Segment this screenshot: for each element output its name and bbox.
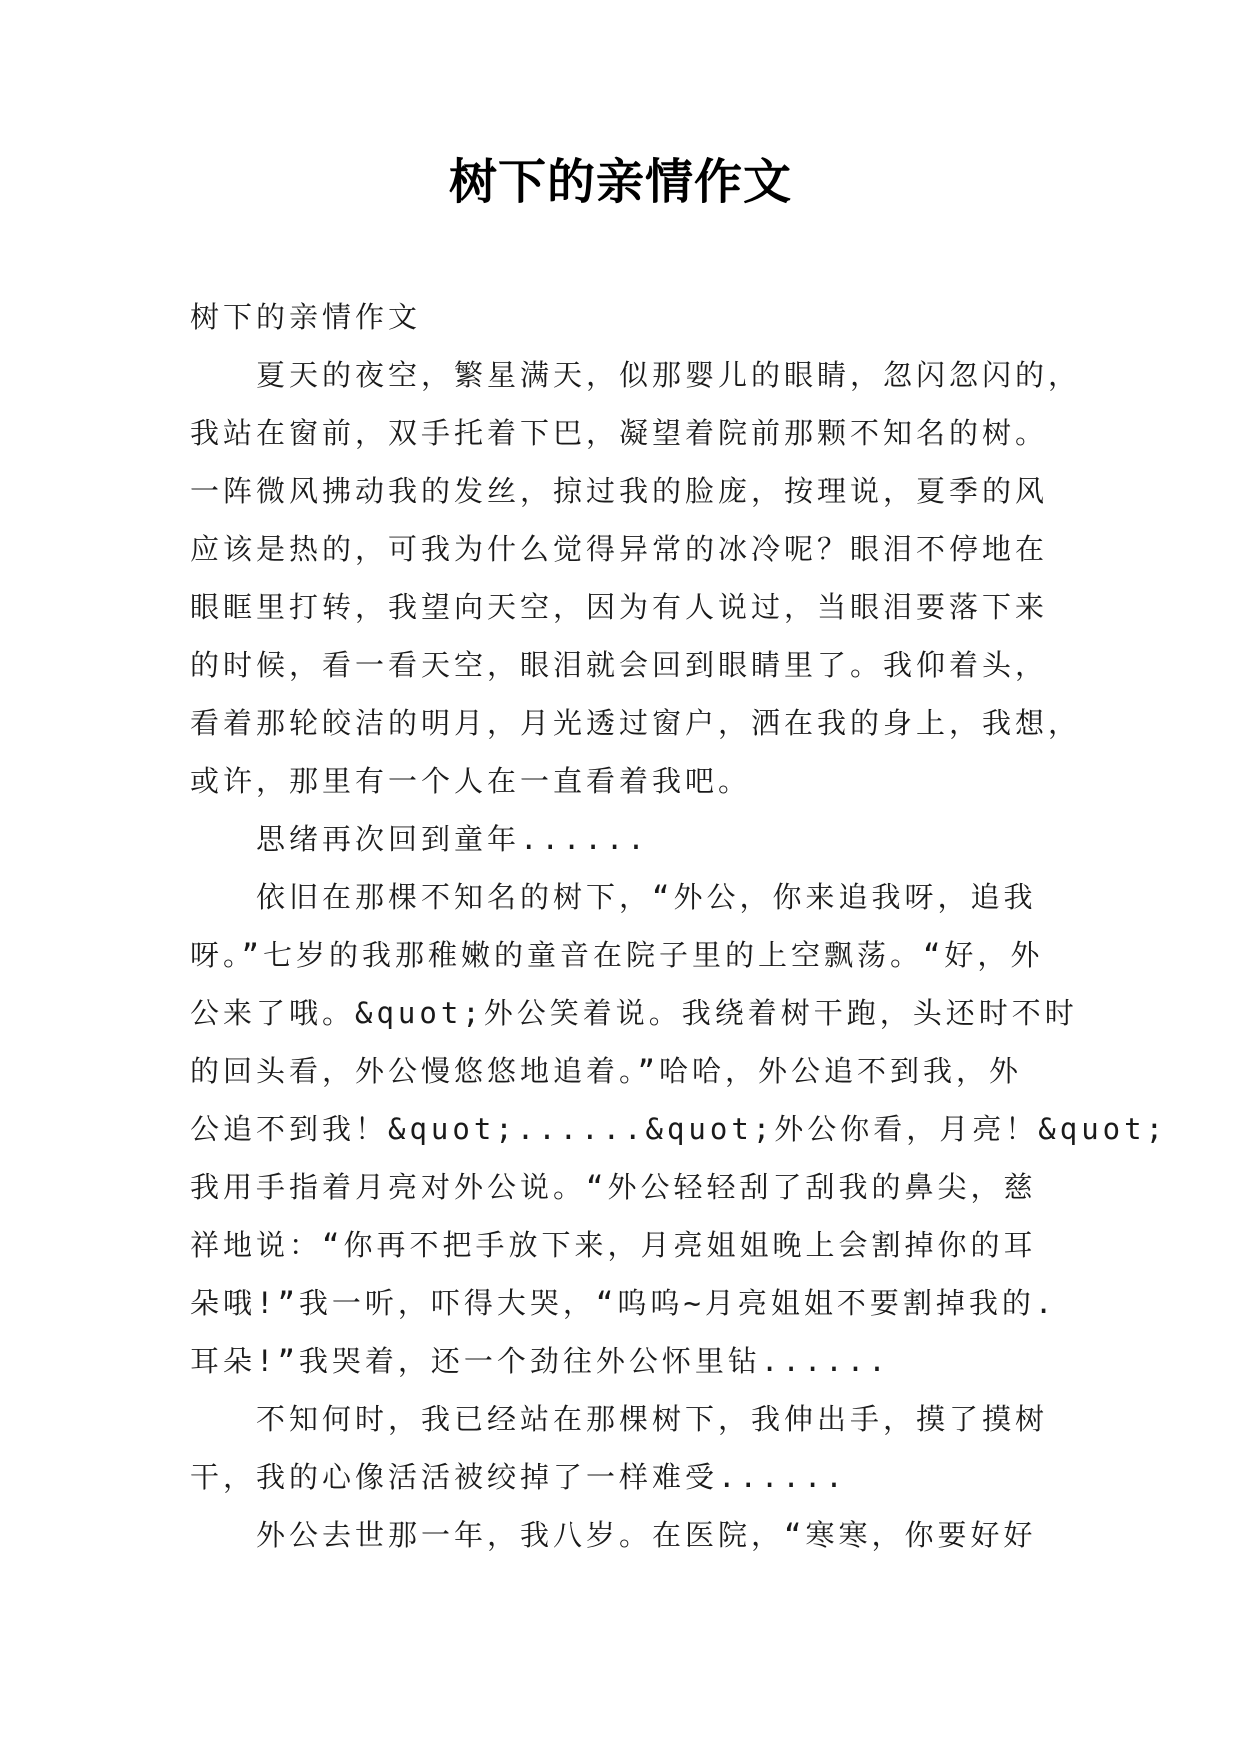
text-line: 干，我的心像活活被绞掉了一样难受...... <box>190 1460 847 1494</box>
text-line: 看着那轮皎洁的明月，月光透过窗户，洒在我的身上，我想， <box>190 706 1082 740</box>
text-line: 公来了哦。&quot;外公笑着说。我绕着树干跑，头还时不时 <box>190 996 1078 1030</box>
text-line: 朵哦!”我一听，吓得大哭，“呜呜~月亮姐姐不要割掉我的. <box>190 1286 1057 1320</box>
document-title: 树下的亲情作文 <box>448 154 792 210</box>
text-line: 呀。”七岁的我那稚嫩的童音在院子里的上空飘荡。“好，外 <box>190 938 1044 972</box>
text-line: 夏天的夜空，繁星满天，似那婴儿的眼睛，忽闪忽闪的， <box>256 358 1082 392</box>
text-line: 依旧在那棵不知名的树下，“外公，你来追我呀，追我 <box>256 880 1037 914</box>
text-line: 的回头看，外公慢悠悠地追着。”哈哈，外公追不到我，外 <box>190 1054 1022 1088</box>
text-line: 祥地说：“你再不把手放下来，月亮姐姐晚上会割掉你的耳 <box>190 1228 1037 1262</box>
document-body <box>190 288 1168 1564</box>
text-line: 或许，那里有一个人在一直看着我吧。 <box>190 764 752 798</box>
body-heading-line: 树下的亲情作文 <box>190 300 422 334</box>
text-line: 耳朵!”我哭着，还一个劲往外公怀里钻...... <box>190 1344 890 1378</box>
text-line: 思绪再次回到童年...... <box>256 822 649 856</box>
text-line: 应该是热的，可我为什么觉得异常的冰冷呢？眼泪不停地在 <box>190 532 1049 566</box>
text-line: 公追不到我！&quot;......&quot;外公你看，月亮！&quot; <box>190 1112 1168 1146</box>
text-line: 一阵微风拂动我的发丝，掠过我的脸庞，按理说，夏季的风 <box>190 474 1049 508</box>
text-line: 不知何时，我已经站在那棵树下，我伸出手，摸了摸树 <box>256 1402 1049 1436</box>
text-line: 我站在窗前，双手托着下巴，凝望着院前那颗不知名的树。 <box>190 416 1049 450</box>
text-line: 外公去世那一年，我八岁。在医院，“寒寒，你要好好 <box>256 1518 1037 1552</box>
text-line: 我用手指着月亮对外公说。“外公轻轻刮了刮我的鼻尖，慈 <box>190 1170 1037 1204</box>
text-line: 的时候，看一看天空，眼泪就会回到眼睛里了。我仰着头， <box>190 648 1049 682</box>
text-line: 眼眶里打转，我望向天空，因为有人说过，当眼泪要落下来 <box>190 590 1049 624</box>
